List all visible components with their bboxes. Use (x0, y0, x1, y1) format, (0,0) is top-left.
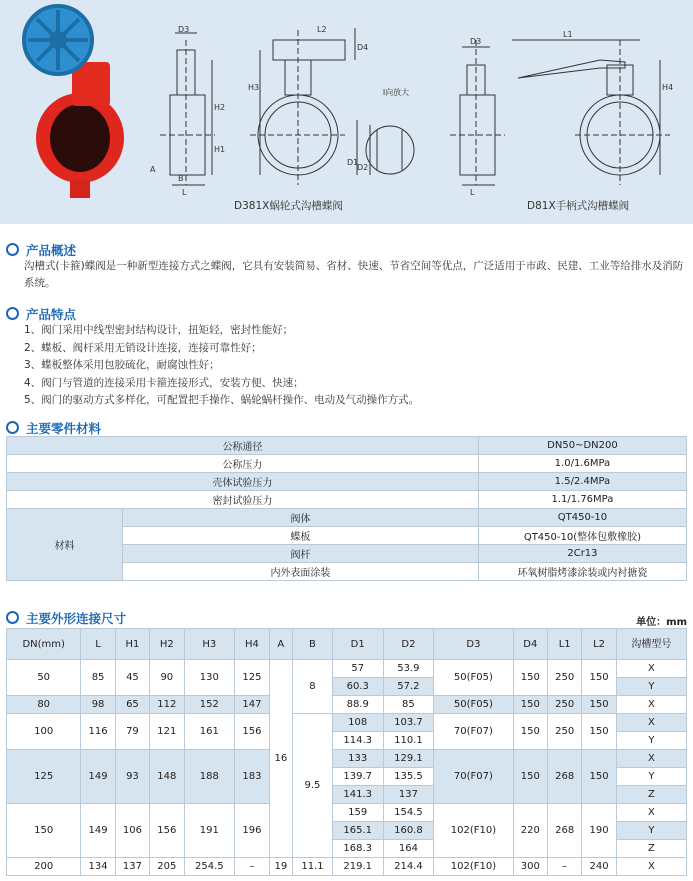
cell-d1: 133 (332, 750, 383, 768)
features-list (24, 322, 419, 410)
cell-l2: 240 (582, 858, 616, 876)
row-label: 公称压力 (7, 455, 479, 473)
cell-d4: 150 (513, 714, 547, 750)
cell-d1: 219.1 (332, 858, 383, 876)
materials-table (6, 436, 687, 581)
cell-l: 85 (81, 660, 115, 696)
cell-d1: 114.3 (332, 732, 383, 750)
dim-b: B (178, 174, 184, 183)
part-value: QT450-10(整体包敷橡胶) (478, 527, 686, 545)
cell-h3: 152 (184, 696, 235, 714)
cell-d1: 57 (332, 660, 383, 678)
cell-d1: 141.3 (332, 786, 383, 804)
cell-d2: 160.8 (383, 822, 434, 840)
cell-d2: 85 (383, 696, 434, 714)
cell-d1: 159 (332, 804, 383, 822)
column-header: D4 (513, 629, 547, 660)
materials-heading: 主要零件材料 (6, 419, 101, 437)
dim-d1: D1 (347, 158, 359, 167)
cell-groove-type: X (616, 804, 686, 822)
cell-h2: 112 (150, 696, 184, 714)
table-row (7, 437, 687, 455)
cell-a: 16 (269, 660, 292, 858)
row-label: 壳体试验压力 (7, 473, 479, 491)
row-value: 1.1/1.76MPa (478, 491, 686, 509)
cell-groove-type: Y (616, 678, 686, 696)
row-value: DN50~DN200 (478, 437, 686, 455)
cell-l1: 250 (547, 696, 581, 714)
cell-d3: 50(F05) (434, 696, 513, 714)
column-header: 沟槽型号 (616, 629, 686, 660)
front-view-worm (250, 28, 355, 185)
cell-h3: 188 (184, 750, 235, 804)
column-header: L (81, 629, 115, 660)
side-view-worm (160, 33, 215, 185)
cell-l1: 268 (547, 750, 581, 804)
cell-d4: 150 (513, 696, 547, 714)
cell-d4: 150 (513, 660, 547, 696)
cell-l: 149 (81, 750, 115, 804)
table-row (7, 509, 687, 527)
cell-h1: 65 (115, 696, 149, 714)
column-header: H3 (184, 629, 235, 660)
cell-d1: 139.7 (332, 768, 383, 786)
cell-d1: 165.1 (332, 822, 383, 840)
part-label: 阀杆 (123, 545, 479, 563)
cell-l2: 150 (582, 660, 616, 696)
feature-item: 1、阀门采用中线型密封结构设计，扭矩轻，密封性能好； (24, 324, 294, 336)
cell-groove-type: Y (616, 822, 686, 840)
feature-item: 3、蝶板整体采用包胶硫化，耐腐蚀性好； (24, 359, 220, 371)
dim-h3: H3 (248, 83, 260, 92)
cell-a: 19 (269, 858, 292, 876)
cell-h4: 125 (235, 660, 269, 696)
cell-d2: 137 (383, 786, 434, 804)
dim-d3-left: D3 (178, 25, 190, 34)
column-header: A (269, 629, 292, 660)
cell-b: 11.1 (293, 858, 333, 876)
dim-l-left: L (182, 188, 187, 197)
cell-groove-type: Z (616, 786, 686, 804)
cell-b: 9.5 (293, 714, 333, 858)
row-label: 密封试验压力 (7, 491, 479, 509)
table-row (7, 660, 687, 678)
technical-drawings (0, 0, 693, 224)
cell-d3: 102(F10) (434, 804, 513, 858)
dim-h2: H2 (214, 103, 226, 112)
cell-d2: 154.5 (383, 804, 434, 822)
dim-d3-right: D3 (470, 37, 482, 46)
cell-d4: 300 (513, 858, 547, 876)
table-row (7, 750, 687, 768)
cell-h4: 183 (235, 750, 269, 804)
front-view-handle (512, 40, 670, 185)
cell-l1: – (547, 858, 581, 876)
cell-groove-type: Y (616, 732, 686, 750)
valve-photo (24, 6, 124, 198)
cell-h1: 79 (115, 714, 149, 750)
cell-h3: 254.5 (184, 858, 235, 876)
column-header: H2 (150, 629, 184, 660)
dim-l-right: L (470, 188, 475, 197)
cell-h2: 156 (150, 804, 184, 858)
cell-d2: 135.5 (383, 768, 434, 786)
cell-l1: 250 (547, 714, 581, 750)
cell-dn: 125 (7, 750, 81, 804)
part-label: 内外表面涂装 (123, 563, 479, 581)
part-value: 2Cr13 (478, 545, 686, 563)
table-row (7, 714, 687, 732)
cell-d4: 150 (513, 750, 547, 804)
cell-d4: 220 (513, 804, 547, 858)
dim-h1: H1 (214, 145, 226, 154)
dimensions-table (6, 628, 687, 876)
column-header: L2 (582, 629, 616, 660)
cell-h1: 93 (115, 750, 149, 804)
cell-h3: 191 (184, 804, 235, 858)
row-label: 公称通径 (7, 437, 479, 455)
table-row (7, 473, 687, 491)
cell-h4: 147 (235, 696, 269, 714)
caption-handle-valve: D81X手柄式沟槽蝶阀 (527, 200, 630, 212)
cell-d1: 168.3 (332, 840, 383, 858)
column-header: D3 (434, 629, 513, 660)
cell-d2: 110.1 (383, 732, 434, 750)
cell-h3: 161 (184, 714, 235, 750)
cell-h2: 121 (150, 714, 184, 750)
cell-groove-type: X (616, 660, 686, 678)
cell-d1: 108 (332, 714, 383, 732)
column-header: H4 (235, 629, 269, 660)
cell-d1: 88.9 (332, 696, 383, 714)
column-header: H1 (115, 629, 149, 660)
cell-d2: 103.7 (383, 714, 434, 732)
cell-h2: 90 (150, 660, 184, 696)
cell-h2: 205 (150, 858, 184, 876)
caption-worm-valve: D381X蜗轮式沟槽蝶阀 (234, 200, 343, 212)
unit-label: 单位：mm (636, 617, 687, 628)
cell-l: 149 (81, 804, 115, 858)
material-group-label: 材料 (7, 509, 123, 581)
cell-d3: 102(F10) (434, 858, 513, 876)
cell-dn: 80 (7, 696, 81, 714)
cell-dn: 200 (7, 858, 81, 876)
cell-d2: 164 (383, 840, 434, 858)
cell-h3: 130 (184, 660, 235, 696)
cell-d3: 70(F07) (434, 714, 513, 750)
part-label: 阀体 (123, 509, 479, 527)
part-label: 蝶板 (123, 527, 479, 545)
dim-l1: L1 (563, 30, 573, 39)
table-row (7, 858, 687, 876)
cell-l2: 190 (582, 804, 616, 858)
cell-l: 98 (81, 696, 115, 714)
row-value: 1.5/2.4MPa (478, 473, 686, 491)
column-header: D1 (332, 629, 383, 660)
ring-bullet-icon (6, 243, 19, 256)
product-drawing-panel (0, 0, 693, 224)
cell-h4: – (235, 858, 269, 876)
cell-groove-type: Y (616, 768, 686, 786)
cell-h4: 156 (235, 714, 269, 750)
table-row (7, 491, 687, 509)
dim-d2: D2 (357, 163, 369, 172)
cell-l2: 150 (582, 714, 616, 750)
cell-h1: 106 (115, 804, 149, 858)
cell-groove-type: X (616, 714, 686, 732)
cell-groove-type: Z (616, 840, 686, 858)
cell-dn: 150 (7, 804, 81, 858)
dim-l2: L2 (317, 25, 327, 34)
table-row (7, 455, 687, 473)
overview-heading: 产品概述 (6, 241, 76, 259)
dim-d4: D4 (357, 43, 369, 52)
column-header: DN(mm) (7, 629, 81, 660)
cell-d2: 53.9 (383, 660, 434, 678)
cell-l: 134 (81, 858, 115, 876)
cell-h1: 137 (115, 858, 149, 876)
cell-groove-type: X (616, 696, 686, 714)
ring-bullet-icon (6, 307, 19, 320)
cell-d3: 70(F07) (434, 750, 513, 804)
row-value: 1.0/1.6MPa (478, 455, 686, 473)
detail-label: I向放大 (382, 88, 410, 97)
cell-dn: 100 (7, 714, 81, 750)
cell-h1: 45 (115, 660, 149, 696)
feature-item: 4、阀门与管道的连接采用卡箍连接形式，安装方便、快速； (24, 376, 304, 389)
column-header: L1 (547, 629, 581, 660)
table-row (7, 696, 687, 714)
cell-h4: 196 (235, 804, 269, 858)
side-view-handle (450, 40, 505, 185)
ring-bullet-icon (6, 611, 19, 624)
features-heading: 产品特点 (6, 305, 76, 323)
part-value: QT450-10 (478, 509, 686, 527)
dim-a: A (150, 165, 156, 174)
column-header: D2 (383, 629, 434, 660)
cell-l2: 150 (582, 696, 616, 714)
cell-dn: 50 (7, 660, 81, 696)
dimensions-heading: 主要外形连接尺寸 (6, 609, 126, 627)
cell-d2: 129.1 (383, 750, 434, 768)
cell-b: 8 (293, 660, 333, 714)
feature-item: 5、阀门的驱动方式多样化，可配置把手操作、蜗轮蜗杆操作、电动及气动操作方式。 (24, 394, 420, 406)
cell-l2: 150 (582, 750, 616, 804)
cell-h2: 148 (150, 750, 184, 804)
cell-groove-type: X (616, 750, 686, 768)
cell-l: 116 (81, 714, 115, 750)
dim-h4: H4 (662, 83, 674, 92)
cell-d1: 60.3 (332, 678, 383, 696)
table-header-row (7, 629, 687, 660)
cell-type: X (616, 858, 686, 876)
cell-d2: 214.4 (383, 858, 434, 876)
cell-d2: 57.2 (383, 678, 434, 696)
part-value: 环氧树脂烤漆涂装或内衬搪瓷 (478, 563, 686, 581)
cell-l1: 250 (547, 660, 581, 696)
feature-item: 2、蝶板、阀杆采用无销设计连接，连接可靠性好； (24, 341, 262, 354)
table-row (7, 804, 687, 822)
ring-bullet-icon (6, 421, 19, 434)
overview-text: 沟槽式(卡箍)蝶阀是一种新型连接方式之蝶阀，它具有安装简易、省材、快速、节省空间等优点，广泛适用于市政、民建、工业等给排水及消防系统。 (24, 260, 684, 289)
cell-d3: 50(F05) (434, 660, 513, 696)
cell-l1: 268 (547, 804, 581, 858)
column-header: B (293, 629, 333, 660)
